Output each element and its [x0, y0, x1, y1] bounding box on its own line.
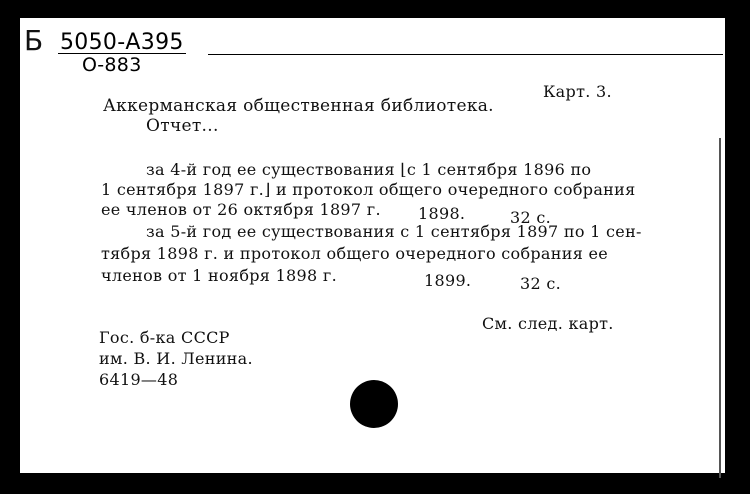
library-line1: Гос. б-ка СССР [99, 328, 230, 347]
entry1-pages: 32 с. [510, 208, 551, 227]
entry1-line2: 1 сентября 1897 г.⌋ и протокол общего очередного собрания [101, 180, 636, 199]
card-number: Карт. 3. [543, 82, 612, 101]
entry2-line1: за 5-й год ее существования с 1 сентября 1897 по 1 сен- [146, 222, 642, 241]
library-line2: им. В. И. Ленина. [99, 349, 253, 368]
entry2-pages: 32 с. [520, 274, 561, 293]
top-divider [208, 54, 723, 55]
shelfmark-code: 5050-А395 [60, 30, 184, 55]
card-subtitle: Отчет... [146, 116, 219, 136]
entry1-line3: ее членов от 26 октября 1897 г. [101, 200, 381, 219]
entry1-line1: за 4-й год ее существования ⌊с 1 сентября 1896 по [146, 160, 592, 179]
entry1-year: 1898. [418, 204, 466, 223]
shelfmark-letter: Б [24, 24, 44, 57]
see-next-card: См. след. карт. [482, 314, 614, 333]
entry2-year: 1899. [424, 271, 472, 290]
library-line3: 6419—48 [99, 370, 179, 389]
right-edge-mark [719, 138, 721, 478]
shelfmark-subcode: О-883 [82, 54, 142, 76]
card-title: Аккерманская общественная библиотека. [103, 96, 494, 116]
punch-hole [350, 380, 398, 428]
entry2-line3: членов от 1 ноября 1898 г. [101, 266, 337, 285]
entry2-line2: тября 1898 г. и протокол общего очередного собрания ее [101, 244, 609, 263]
